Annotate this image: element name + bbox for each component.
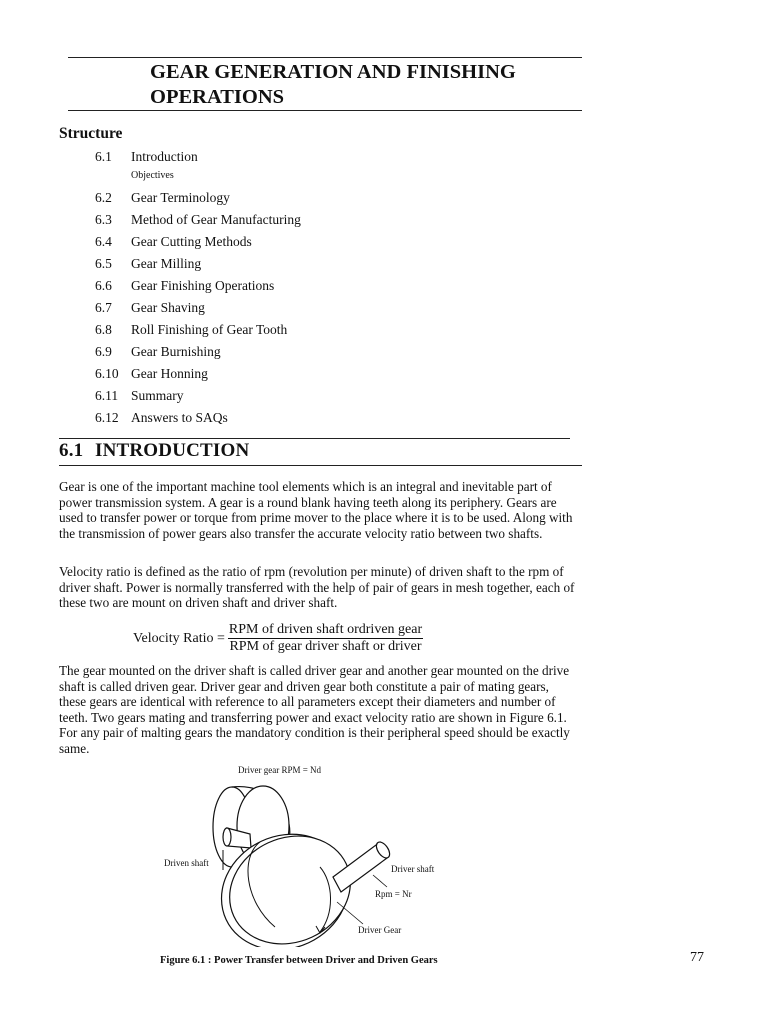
- leader-rpm: [373, 875, 387, 887]
- label-driver-gear: Driver Gear: [358, 925, 402, 935]
- toc-item: [95, 148, 301, 170]
- toc-subitem: Objectives: [131, 170, 174, 181]
- intro-paragraph-3: The gear mounted on the driver shaft is called driver gear and another gear mounted on the drive shaft is called driven gear. Driver gear and driven gear both constitute a pair of mating gears, these gears are identical with reference to all parameters except their diameters and number of teeth. Two gears mating and transferring power and exact velocity ratio are shown in Figure 6.1. For any pair of malting gears the mandatory condition is their peripheral speed should be exactly same.: [59, 663, 570, 756]
- toc-item: [95, 321, 301, 343]
- toc-number: 6.9: [95, 344, 112, 359]
- formula-numerator: RPM of driven shaft ordriven gear: [228, 622, 423, 637]
- toc-title: Gear Terminology: [131, 190, 230, 205]
- toc-item: [95, 387, 301, 409]
- toc-number: 6.6: [95, 278, 112, 293]
- toc-number: 6.8: [95, 322, 112, 337]
- toc-number: 6.7: [95, 300, 112, 315]
- gear-figure: [155, 762, 475, 947]
- toc-title: Gear Burnishing: [131, 344, 221, 359]
- section-bottom-rule: [59, 465, 582, 466]
- toc-item: [95, 343, 301, 365]
- toc-item: [95, 255, 301, 277]
- chapter-title: GEAR GENERATION AND FINISHING OPERATIONS: [150, 61, 516, 108]
- toc-title: Summary: [131, 388, 184, 403]
- formula-fraction: [228, 622, 423, 655]
- toc-item: [95, 189, 301, 211]
- section-title: INTRODUCTION: [95, 440, 250, 461]
- toc-item: [95, 409, 301, 431]
- toc-number: 6.10: [95, 366, 119, 381]
- label-rpm-nr: Rpm = Nr: [375, 889, 412, 899]
- toc-title: Method of Gear Manufacturing: [131, 212, 301, 227]
- toc-number: 6.3: [95, 212, 112, 227]
- toc-title: Roll Finishing of Gear Tooth: [131, 322, 288, 337]
- toc-title: Gear Honning: [131, 366, 208, 381]
- figure-caption: Figure 6.1 : Power Transfer between Driver and Driven Gears: [160, 955, 438, 966]
- toc-number: 6.12: [95, 410, 119, 425]
- toc-item: [95, 365, 301, 387]
- toc-number: 6.11: [95, 388, 119, 403]
- table-of-contents: [95, 148, 301, 431]
- label-driver-shaft: Driver shaft: [391, 864, 435, 874]
- section-top-rule: [59, 438, 570, 439]
- intro-paragraph-1: Gear is one of the important machine tool elements which is an integral and inevitable part of power transmission system. A gear is a round blank having teeth along its periphery. Gears are used to transfer power or torque from prime mover to the place where it is to be used. Along with the transmission of power gears also transfer the accurate velocity ratio between two shafts.: [59, 479, 573, 541]
- velocity-ratio-formula: [133, 622, 423, 655]
- toc-item: [95, 233, 301, 255]
- section-number: 6.1: [59, 440, 84, 461]
- title-bottom-rule: [68, 110, 582, 111]
- label-driver-gear-rpm: Driver gear RPM = Nd: [238, 765, 322, 775]
- toc-title: Answers to SAQs: [131, 410, 228, 425]
- section-heading: [59, 440, 249, 462]
- toc-title: Gear Milling: [131, 256, 202, 271]
- toc-number: 6.4: [95, 234, 112, 249]
- gear-illustration: [155, 762, 475, 947]
- structure-heading: Structure: [59, 125, 123, 142]
- toc-title: Gear Finishing Operations: [131, 278, 275, 293]
- label-driven-shaft: Driven shaft: [164, 858, 209, 868]
- intro-paragraph-2: Velocity ratio is defined as the ratio of rpm (revolution per minute) of driven shaft to the rpm of driver shaft. Power is normally transferred with the help of pair of gears in mesh together, each of these two are mount on driven shaft and driver shaft.: [59, 564, 575, 611]
- toc-title: Gear Shaving: [131, 300, 205, 315]
- toc-item: [95, 211, 301, 233]
- formula-lhs: Velocity Ratio =: [133, 630, 225, 646]
- toc-number: 6.1: [95, 149, 112, 164]
- toc-title: Introduction: [131, 149, 198, 164]
- page-number: 77: [690, 950, 704, 965]
- toc-number: 6.5: [95, 256, 112, 271]
- toc-item: [95, 277, 301, 299]
- toc-number: 6.2: [95, 190, 112, 205]
- toc-title: Gear Cutting Methods: [131, 234, 252, 249]
- toc-item: [95, 299, 301, 321]
- formula-denominator: RPM of gear driver shaft or driver: [229, 639, 422, 654]
- top-rule: [68, 57, 582, 58]
